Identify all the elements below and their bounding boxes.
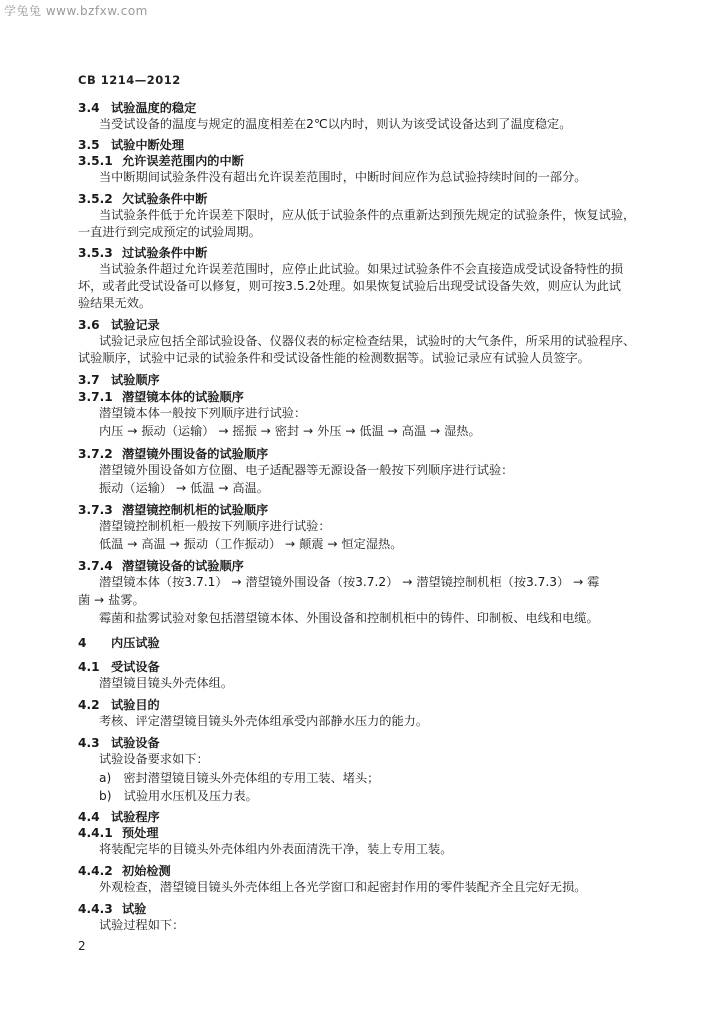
heading-3-5-2: 3.5.2 欠试验条件中断 — [78, 192, 208, 206]
paragraph-4-4-1: 将装配完毕的目镜头外壳体组内外表面清洗干净，装上专用工装。 — [99, 842, 453, 856]
paragraph-4-4-2: 外观检查，潜望镜目镜头外壳体组上各光学窗口和起密封作用的零件装配齐全且完好无损。 — [99, 880, 587, 894]
paragraph-3-6-line2: 试验顺序，试验中记录的试验条件和受试设备性能的检测数据等。试验记录应有试验人员签字。 — [78, 351, 590, 365]
paragraph-3-7-3-intro: 潜望镜控制机柜一般按下列顺序进行试验： — [99, 519, 331, 533]
heading-4-4-2: 4.4.2 初始检测 — [78, 864, 171, 878]
paragraph-3-7-4-note: 霉菌和盐雾试验对象包括潜望镜本体、外围设备和控制机柜中的铸件、印制板、电线和电缆。 — [99, 611, 599, 625]
heading-4-2: 4.2 试验目的 — [78, 698, 160, 712]
paragraph-3-5-2-line2: 一直进行到完成预定的试验周期。 — [78, 225, 261, 239]
list-item-4-3-b: b) 试验用水压机及压力表。 — [99, 789, 258, 803]
heading-4-3: 4.3 试验设备 — [78, 736, 160, 750]
paragraph-3-5-2-line1: 当试验条件低于允许误差下限时，应从低于试验条件的点重新达到预先规定的试验条件，恢复试验， — [99, 208, 636, 222]
paragraph-3-5-3-line1: 当试验条件超过允许误差范围时，应停止此试验。如果过试验条件不会直接造成受试设备特性的损 — [99, 262, 624, 276]
heading-3-7-3: 3.7.3 潜望镜控制机柜的试验顺序 — [78, 503, 269, 517]
heading-3-7-4: 3.7.4 潜望镜设备的试验顺序 — [78, 559, 244, 573]
sequence-3-7-4-line2: 菌 → 盐雾。 — [78, 593, 145, 607]
heading-4-4-1: 4.4.1 预处理 — [78, 826, 159, 840]
paragraph-3-6-line1: 试验记录应包括全部试验设备、仪器仪表的标定检查结果，试验时的大气条件，所采用的试验程序、 — [99, 334, 636, 348]
paragraph-3-4: 当受试设备的温度与规定的温度相差在2℃以内时，则认为该受试设备达到了温度稳定。 — [99, 117, 572, 131]
paragraph-4-3-intro: 试验设备要求如下： — [99, 752, 209, 766]
heading-3-7: 3.7 试验顺序 — [78, 373, 160, 387]
paragraph-3-5-3-line3: 验结果无效。 — [78, 296, 152, 310]
heading-3-4: 3.4 试验温度的稳定 — [78, 101, 197, 115]
sequence-3-7-2: 振动（运输） → 低温 → 高温。 — [99, 481, 269, 495]
heading-3-6: 3.6 试验记录 — [78, 318, 160, 332]
heading-3-5-1: 3.5.1 允许误差范围内的中断 — [78, 154, 244, 168]
sequence-3-7-1: 内压 → 振动（运输） → 摇振 → 密封 → 外压 → 低温 → 高温 → 湿热。 — [99, 424, 481, 438]
heading-3-5: 3.5 试验中断处理 — [78, 138, 185, 152]
heading-4: 4 内压试验 — [78, 636, 160, 650]
paragraph-3-7-1-intro: 潜望镜本体一般按下列顺序进行试验： — [99, 406, 307, 420]
list-item-4-3-a: a) 密封潜望镜目镜头外壳体组的专用工装、堵头； — [99, 771, 380, 785]
paragraph-4-2: 考核、评定潜望镜目镜头外壳体组承受内部静水压力的能力。 — [99, 714, 429, 728]
heading-4-4-3: 4.4.3 试验 — [78, 902, 147, 916]
document-code: CB 1214—2012 — [78, 73, 181, 87]
paragraph-3-5-3-line2: 坏，或者此受试设备可以修复，则可按3.5.2处理。如果恢复试验后出现受试设备失效，则应认为此试 — [78, 279, 621, 293]
page-number: 2 — [78, 939, 86, 953]
sequence-3-7-4-line1: 潜望镜本体（按3.7.1） → 潜望镜外围设备（按3.7.2） → 潜望镜控制机柜（按3.7.3） → 霉 — [99, 575, 600, 589]
heading-3-7-2: 3.7.2 潜望镜外围设备的试验顺序 — [78, 447, 269, 461]
watermark: 学兔兔 www.bzfxw.com — [4, 4, 148, 18]
sequence-3-7-3: 低温 → 高温 → 振动（工作振动） → 颠震 → 恒定湿热。 — [99, 537, 403, 551]
heading-4-4: 4.4 试验程序 — [78, 810, 160, 824]
heading-3-7-1: 3.7.1 潜望镜本体的试验顺序 — [78, 390, 244, 404]
heading-3-5-3: 3.5.3 过试验条件中断 — [78, 246, 208, 260]
paragraph-4-1: 潜望镜目镜头外壳体组。 — [99, 676, 234, 690]
paragraph-3-5-1: 当中断期间试验条件没有超出允许误差范围时，中断时间应作为总试验持续时间的一部分。 — [99, 170, 587, 184]
heading-4-1: 4.1 受试设备 — [78, 660, 160, 674]
paragraph-4-4-3: 试验过程如下： — [99, 918, 185, 932]
paragraph-3-7-2-intro: 潜望镜外围设备如方位圈、电子适配器等无源设备一般按下列顺序进行试验： — [99, 463, 514, 477]
